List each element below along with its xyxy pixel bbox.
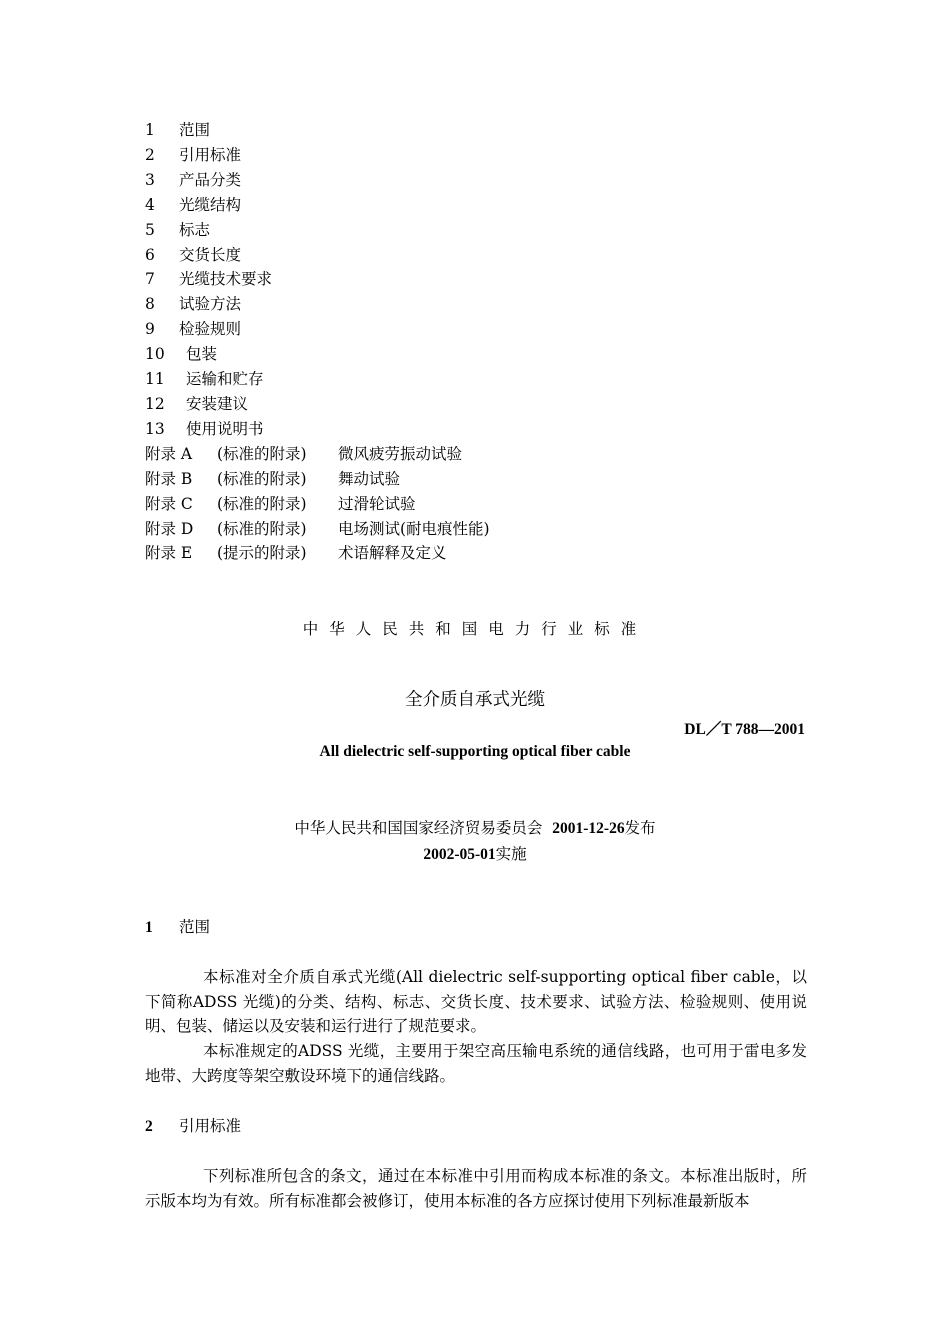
toc-item-number: 9 xyxy=(145,320,155,339)
toc-item-number: 4 xyxy=(145,195,155,214)
appendix-label: 附录 C xyxy=(145,494,193,513)
toc-item-title: 交货长度 xyxy=(179,245,242,264)
appendix-type: (标准的附录) xyxy=(217,519,307,538)
appendix-type: (标准的附录) xyxy=(217,494,307,513)
appendix-title: 舞动试验 xyxy=(338,469,401,488)
toc-item-number: 6 xyxy=(145,245,155,264)
industry-standard-header: 中华人民共和国电力行业标准 xyxy=(302,620,648,638)
section-title: 引用标准 xyxy=(179,1117,242,1135)
implementation-suffix: 实施 xyxy=(495,845,527,863)
toc-item-title: 引用标准 xyxy=(179,145,242,164)
toc-item-number: 5 xyxy=(145,220,155,239)
toc-appendix xyxy=(145,541,805,566)
toc-appendix xyxy=(145,517,805,542)
toc-item-number: 8 xyxy=(145,295,155,314)
toc-item-number: 2 xyxy=(145,145,155,164)
toc-item xyxy=(145,417,805,442)
document-title: 全介质自承式光缆 xyxy=(405,690,545,710)
toc-item-title: 使用说明书 xyxy=(186,419,264,438)
toc-item xyxy=(145,118,805,143)
toc-item xyxy=(145,193,805,218)
toc-item-title: 范围 xyxy=(179,121,211,139)
toc-appendix xyxy=(145,467,805,492)
paragraph: 下列标准所包含的条文，通过在本标准中引用而构成本标准的条文。本标准出版时，所示版本均为有效。所有标准都会被修订，使用本标准的各方应探讨使用下列标准最新版本 xyxy=(145,1167,807,1210)
appendix-type: (标准的附录) xyxy=(217,469,307,488)
appendix-label: 附录 D xyxy=(145,519,194,538)
english-title: All dielectric self-supporting optical fiber cable xyxy=(319,743,631,760)
toc-item-title: 包装 xyxy=(186,345,218,364)
appendix-title: 电场测试(耐电痕性能) xyxy=(338,519,490,538)
toc-appendix xyxy=(145,492,805,517)
toc-item-title: 检验规则 xyxy=(179,320,242,339)
appendix-title: 过滑轮试验 xyxy=(338,494,416,513)
implementation-date: 2002-05-01 xyxy=(423,846,496,863)
section-number: 1 xyxy=(145,919,153,936)
issuer: 中华人民共和国国家经济贸易委员会 xyxy=(294,819,543,837)
issue-line xyxy=(0,816,950,838)
paragraph: 本标准对全介质自承式光缆(All dielectric self-supporting optical fiber cable，以下简称ADSS 光缆)的分类、结构、标志、交货长度、技术要求、试验方法、检验规则、使用说明、包装、储运以及安装和运行进行了规范要求。 xyxy=(145,968,807,1035)
appendix-label: 附录 A xyxy=(145,444,193,463)
toc-item xyxy=(145,367,805,392)
appendix-title: 术语解释及定义 xyxy=(338,544,447,563)
toc-item xyxy=(145,143,805,168)
toc-item-number: 13 xyxy=(145,419,165,438)
toc-item xyxy=(145,342,805,367)
toc-item xyxy=(145,392,805,417)
toc-item-title: 运输和贮存 xyxy=(186,370,264,389)
appendix-title: 微风疲劳振动试验 xyxy=(338,444,463,463)
toc-item-number: 12 xyxy=(145,394,165,413)
appendix-type: (提示的附录) xyxy=(217,544,307,563)
toc-item xyxy=(145,168,805,193)
toc-item-number: 7 xyxy=(145,270,155,289)
issue-date: 2001-12-26 xyxy=(552,820,625,837)
implementation-line xyxy=(0,842,950,864)
appendix-label: 附录 E xyxy=(145,544,193,563)
toc-item-number: 1 xyxy=(145,121,155,139)
toc-item xyxy=(145,243,805,268)
section-title: 范围 xyxy=(179,918,211,936)
appendix-type: (标准的附录) xyxy=(217,444,307,463)
section-heading xyxy=(145,915,210,937)
toc-item-number: 10 xyxy=(145,345,165,364)
section-number: 2 xyxy=(145,1118,153,1135)
toc-item xyxy=(145,292,805,317)
toc-item xyxy=(145,218,805,243)
toc-item-number: 3 xyxy=(145,170,155,189)
appendix-label: 附录 B xyxy=(145,469,193,488)
standard-code: DL／T 788—2001 xyxy=(684,721,805,738)
toc-item-title: 光缆技术要求 xyxy=(179,270,273,289)
issue-suffix: 发布 xyxy=(624,819,656,837)
paragraph: 本标准规定的ADSS 光缆，主要用于架空高压输电系统的通信线路，也可用于雷电多发地带、大跨度等架空敷设环境下的通信线路。 xyxy=(145,1042,807,1085)
toc-item-title: 标志 xyxy=(179,220,211,239)
section-heading xyxy=(145,1114,241,1136)
toc-item-title: 试验方法 xyxy=(179,295,242,314)
toc-item xyxy=(145,317,805,342)
toc-item-title: 安装建议 xyxy=(186,394,249,413)
toc-item xyxy=(145,267,805,292)
toc-appendix xyxy=(145,442,805,467)
toc-item-number: 11 xyxy=(145,370,165,389)
toc-item-title: 产品分类 xyxy=(179,170,242,189)
table-of-contents xyxy=(145,118,805,566)
toc-item-title: 光缆结构 xyxy=(179,195,242,214)
